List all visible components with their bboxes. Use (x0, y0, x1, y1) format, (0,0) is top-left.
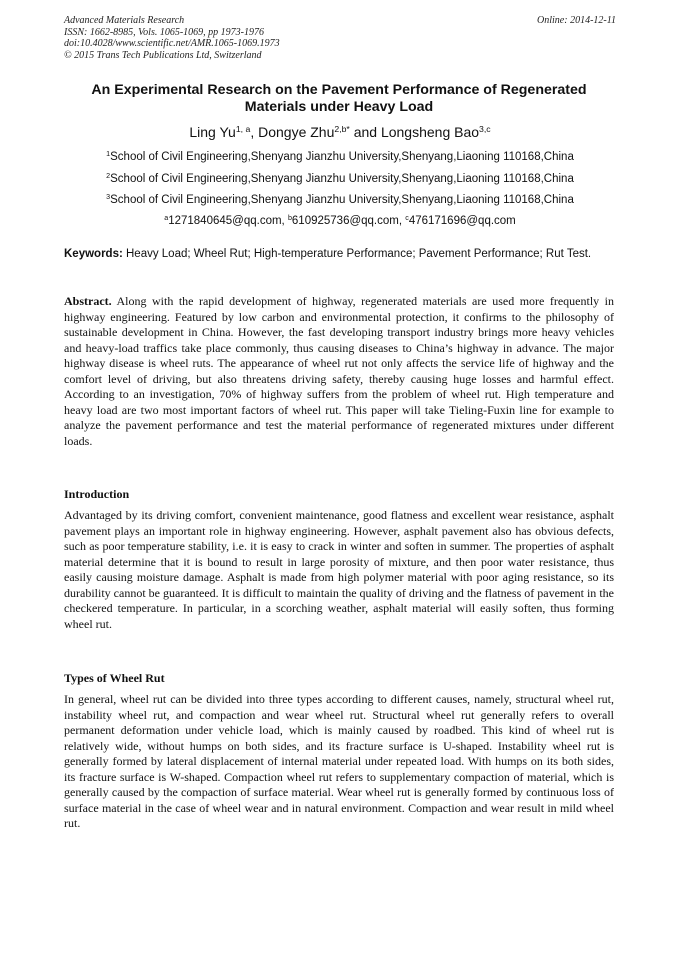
email-address: 610925736@qq.com, (291, 215, 406, 227)
introduction-paragraph: Advantaged by its driving comfort, convenient maintenance, good flatness and excellent wear resistance, asphalt pavement plays an important role in highway engineering. However, asphalt pavement also has obvious defects, such as poor temperature stability, i.e. it is easy to crack in winter and soften in summer. The properties of asphalt material determine that it is bound to result in large porosity of mixture, and then poor water resistance, thus easily causing moisture damage. Asphalt is made from high polymer material with poor aging resistance, so its durability cannot be guaranteed. It is difficult to maintain the quality of driving and the flatness of pavement in the checkered temperature. In particular, in a scorching weather, asphalt material will easily soften, thus forming wheel rut. (64, 508, 614, 631)
journal-header (64, 15, 616, 61)
email-address: 1271840645@qq.com, (168, 215, 288, 227)
affiliation-text: School of Civil Engineering,Shenyang Jianzhu University,Shenyang,Liaoning 110168,China (110, 151, 574, 163)
keywords-text: Heavy Load; Wheel Rut; High-temperature Performance; Pavement Performance; Rut Test. (122, 248, 592, 260)
affiliation-number: 3 (106, 193, 111, 202)
types-heading: Types of Wheel Rut (64, 671, 165, 685)
affiliation-text: School of Civil Engineering,Shenyang Jianzhu University,Shenyang,Liaoning 110168,China (110, 194, 574, 206)
author-affiliation-mark: 2,b* (334, 124, 350, 135)
affiliation-line (64, 172, 616, 186)
paper-title: An Experimental Research on the Pavement Performance of Regenerated Materials under Heavy Load (91, 82, 587, 115)
doi-line: doi:10.4028/www.scientific.net/AMR.1065-1069.1973 (64, 38, 280, 49)
affiliation-number: 2 (106, 172, 111, 181)
author-name: Longsheng Bao (380, 124, 480, 140)
author-affiliation-mark: 1, a (235, 124, 251, 135)
email-line (64, 214, 616, 228)
email-mark: a (164, 214, 169, 223)
copyright-line: © 2015 Trans Tech Publications Ltd, Switzerland (64, 49, 262, 61)
online-date: Online: 2014-12-11 (537, 15, 616, 26)
author-separator: , (250, 124, 259, 140)
author-name: Dongye Zhu (258, 124, 335, 140)
types-paragraph: In general, wheel rut can be divided into three types according to different causes, namely, structural wheel rut, instability wheel rut, and compaction and wear wheel rut. Structural wheel rut generally refers to overall permanent deformation under vehicle load, which is mainly caused by roadbed. This kind of wheel rut is relatively wide, without humps on both sides, and its fracture surface is U-shaped. Instability wheel rut is generally formed by lateral displacement of internal material under repeated load. With humps on its both sides, its fracture surface is W-shaped. Compaction wheel rut refers to supplementary compaction of material, which is generally caused by the compaction of surface material. Wear wheel rut is generally formed by continuous loss of surface material in the case of wheel wear and in natural environment. Compaction and wear result in mild wheel rut. (64, 692, 614, 830)
affiliation-line (64, 150, 616, 164)
affiliation-text: School of Civil Engineering,Shenyang Jianzhu University,Shenyang,Liaoning 110168,China (110, 173, 574, 185)
issn-line: ISSN: 1662-8985, Vols. 1065-1069, pp 1973-1976 (64, 26, 264, 38)
keywords-label: Keywords: (64, 248, 123, 260)
email-mark: c (405, 214, 409, 223)
author-list (64, 123, 616, 141)
author-name: Ling Yu (189, 124, 236, 140)
author-affiliation-mark: 3,c (479, 124, 491, 135)
affiliation-number: 1 (106, 150, 111, 159)
abstract-label: Abstract. (64, 294, 112, 308)
email-mark: b (287, 214, 292, 223)
journal-name: Advanced Materials Research (64, 15, 185, 26)
keywords-paragraph (64, 247, 614, 261)
abstract-paragraph (64, 294, 614, 449)
abstract-text: Along with the rapid development of highway, regenerated materials are used more frequently in highway engineering. Featured by low carbon and environmental protection, it confirms to the philosophy of sustainable development in China. However, the fast developing transport industry brings more heavy vehicles and heavy-load traffics take place commonly, thus causing diseases to China’s highway in advance. The major highway disease is wheel ruts. The appearance of wheel rut not only affects the service life of highway and the comfort level of driving, but also threatens driving safety, thereby causing huge losses and harmful effect. According to an investigation, 70% of highway suffers from the problem of wheel rut. High temperature and heavy load are two most important factors of wheel rut. This paper will take Tieling-Fuxin line for example to analyze the pavement performance and test the material performance of regenerated mixtures under different loads. (64, 294, 614, 448)
email-address: 476171696@qq.com (408, 215, 516, 227)
affiliation-line (64, 193, 616, 207)
author-separator: and (349, 124, 381, 140)
introduction-heading: Introduction (64, 487, 130, 501)
